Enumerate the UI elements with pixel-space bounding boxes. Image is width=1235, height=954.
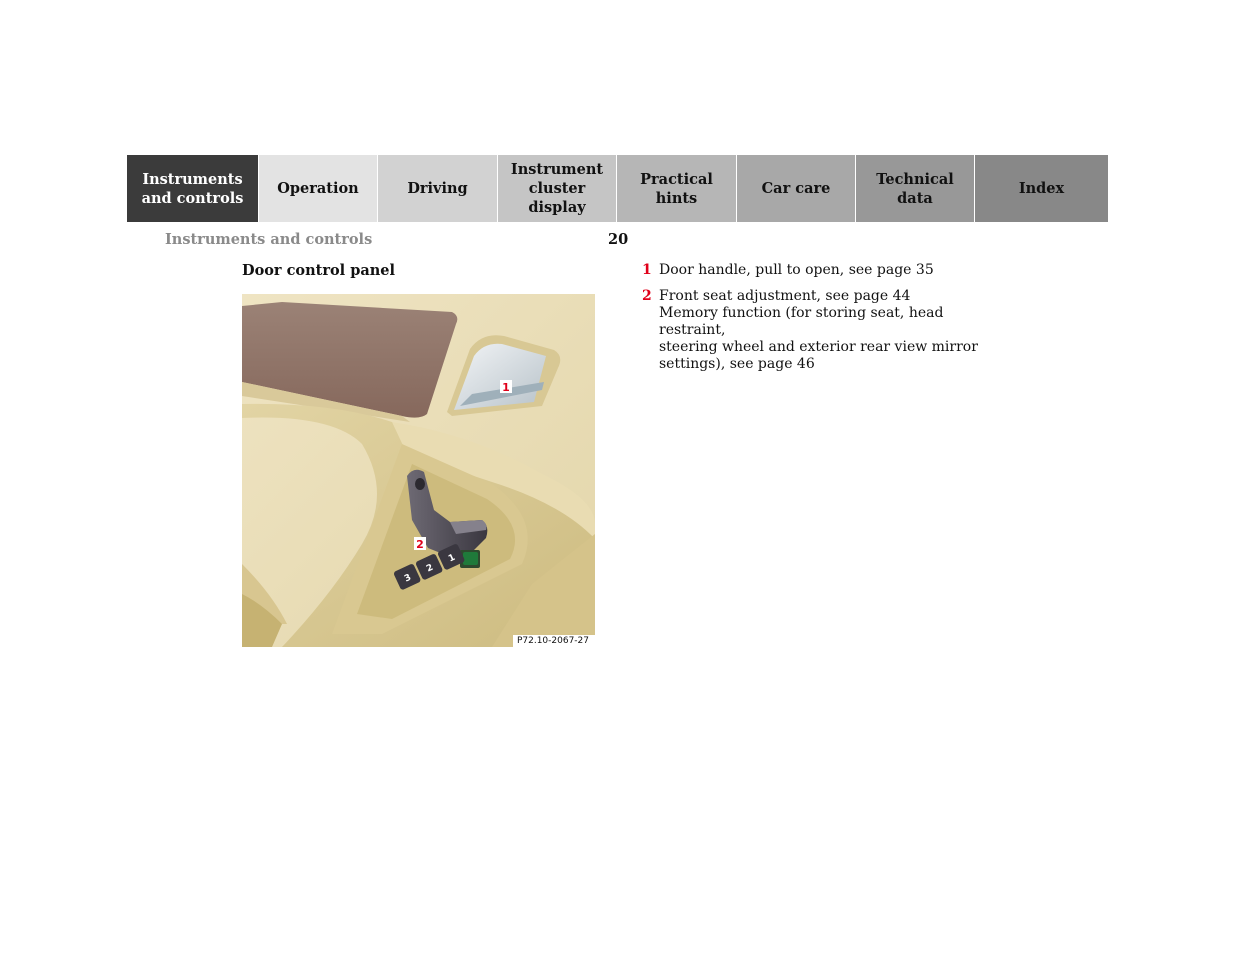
- tab-label: Instruments and controls: [141, 170, 244, 207]
- chapter-tabs: [127, 155, 1108, 222]
- tab-practical-hints[interactable]: [617, 155, 737, 222]
- section-title: Door control panel: [242, 262, 396, 279]
- legend-number: 1: [642, 262, 652, 278]
- tab-label: Practical hints: [640, 170, 713, 207]
- callout-2: [414, 537, 426, 551]
- page-number: 20: [608, 231, 629, 248]
- callout-1: [500, 380, 512, 394]
- door-control-panel-illustration: [242, 294, 595, 647]
- tab-label: Technical data: [876, 170, 954, 207]
- tab-index[interactable]: [975, 155, 1108, 222]
- callout-1-label: 1: [502, 381, 510, 394]
- figure-code: P72.10-2067-27: [513, 635, 595, 647]
- tab-label: Driving: [407, 180, 468, 197]
- callout-2-label: 2: [416, 538, 424, 551]
- tab-car-care[interactable]: [737, 155, 856, 222]
- tab-label: Operation: [277, 180, 359, 197]
- tab-instruments-and-controls[interactable]: [127, 155, 259, 222]
- legend-text: Door handle, pull to open, see page 35: [659, 262, 934, 278]
- memory-button-3: 3: [403, 572, 413, 585]
- tab-technical-data[interactable]: [856, 155, 975, 222]
- tab-label: Instrument cluster display: [510, 161, 604, 216]
- door-panel-drawing: [242, 294, 595, 647]
- tab-label: Car care: [761, 180, 831, 197]
- tab-instrument-cluster-display[interactable]: [498, 155, 617, 222]
- legend-item: [642, 262, 1002, 279]
- legend-text: Front seat adjustment, see page 44 Memory function (for storing seat, head restraint, steering wheel and exterior rear view mirror settings), see page 46: [659, 288, 978, 372]
- legend-number: 2: [642, 288, 652, 304]
- tab-label: Index: [1018, 180, 1065, 197]
- tab-driving[interactable]: [378, 155, 498, 222]
- breadcrumb: Instruments and controls: [165, 231, 373, 248]
- legend-list: [642, 262, 1002, 382]
- memory-button-2: 2: [425, 562, 435, 575]
- memory-button-1: 1: [447, 552, 457, 565]
- tab-operation[interactable]: [259, 155, 378, 222]
- legend-item: [642, 288, 1002, 373]
